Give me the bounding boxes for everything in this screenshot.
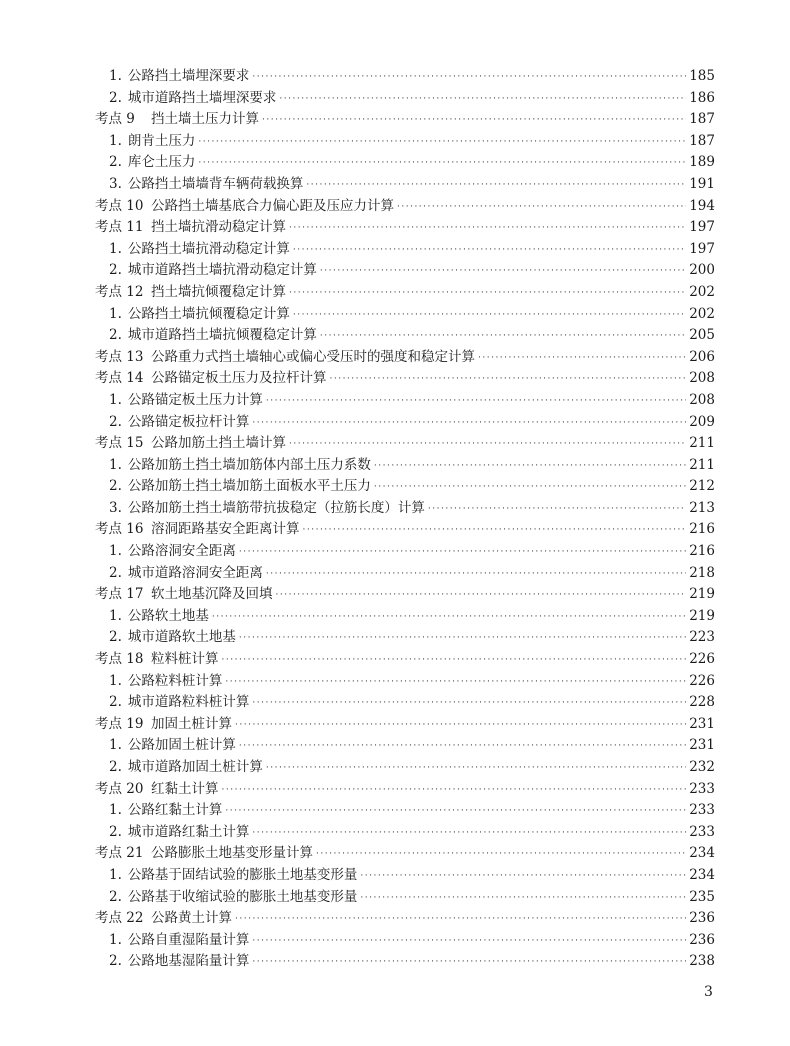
entry-title: 城市道路软土地基 [127,629,236,646]
entry-title: 公路加筋土挡土墙加筋土面板水平土压力 [127,478,371,495]
toc-sub-entry[interactable] [95,390,715,412]
dot-leader [198,132,686,154]
toc-section-entry[interactable] [95,779,715,801]
dot-leader [252,823,686,845]
entry-number: 3. [109,175,122,192]
dot-leader [212,607,686,629]
toc-sub-entry[interactable] [95,66,715,88]
dot-leader [360,866,686,888]
dot-leader [478,348,686,370]
toc-section-entry[interactable] [95,109,715,131]
entry-number: 考点 16 [95,521,144,538]
entry-title: 城市道路红黏土计算 [127,823,250,840]
toc-sub-entry[interactable] [95,887,715,909]
entry-page-number: 202 [689,305,715,322]
entry-title: 城市道路挡土墙抗滑动稳定计算 [127,262,317,279]
dot-leader [235,909,686,931]
entry-number: 1. [109,240,122,257]
entry-page-number: 233 [689,823,715,840]
toc-sub-entry[interactable] [95,239,715,261]
entry-title: 公路锚定板土压力及拉杆计算 [151,370,327,387]
entry-page-number: 205 [689,327,715,344]
toc-section-entry[interactable] [95,217,715,239]
entry-number: 考点 13 [95,348,144,365]
toc-sub-entry[interactable] [95,412,715,434]
entry-number: 1. [109,737,122,754]
entry-title: 公路挡土墙埋深要求 [127,68,250,84]
entry-number: 1. [109,456,122,473]
toc-sub-entry[interactable] [95,152,715,174]
toc-section-entry[interactable] [95,368,715,390]
entry-page-number: 223 [689,629,715,646]
entry-title: 公路挡土墙抗倾覆稳定计算 [127,305,290,322]
entry-number: 2. [109,694,122,711]
entry-title: 溶洞距路基安全距离计算 [151,521,300,538]
entry-number: 1. [109,132,122,149]
dot-leader [262,110,686,132]
entry-number: 考点 14 [95,370,144,387]
entry-page-number: 200 [689,262,715,279]
entry-title: 公路红黏土计算 [127,802,223,819]
dot-leader [316,844,686,866]
entry-number: 1. [109,68,122,84]
entry-page-number: 206 [689,348,715,365]
dot-leader [320,326,686,348]
toc-sub-entry[interactable] [95,88,715,110]
entry-title: 挡土墙土压力计算 [151,111,259,128]
dot-leader [198,153,686,175]
entry-title: 城市道路溶洞安全距离 [127,564,263,581]
toc-section-entry[interactable] [95,714,715,736]
entry-page-number: 219 [689,607,715,624]
entry-number: 1. [109,391,122,408]
entry-page-number: 231 [689,715,715,732]
entry-title: 公路溶洞安全距离 [127,543,236,560]
entry-title: 公路挡土墙基底合力偏心距及压应力计算 [151,197,394,214]
dot-leader [289,434,686,456]
entry-title: 公路挡土墙墙背车辆荷载换算 [127,175,304,192]
toc-section-entry[interactable] [95,433,715,455]
dot-leader [252,693,686,715]
entry-number: 1. [109,543,122,560]
dot-leader [397,197,686,219]
toc-sub-entry[interactable] [95,800,715,822]
entry-title: 公路基于收缩试验的膨胀土地基变形量 [127,888,358,905]
entry-title: 公路重力式挡土墙轴心或偏心受压时的强度和稳定计算 [151,348,475,365]
entry-page-number: 216 [689,521,715,538]
entry-number: 2. [109,327,122,344]
entry-number: 考点 12 [95,283,144,300]
entry-title: 红黏土计算 [151,780,219,797]
entry-page-number: 231 [689,737,715,754]
dot-leader [306,175,686,197]
dot-leader [279,89,686,111]
toc-sub-entry[interactable] [95,951,715,973]
entry-page-number: 238 [689,953,715,970]
entry-page-number: 197 [689,219,715,236]
entry-page-number: 236 [689,931,715,948]
entry-page-number: 187 [689,132,715,149]
entry-title: 公路软土地基 [127,607,209,624]
entry-title: 软土地基沉降及回填 [151,586,273,603]
entry-page-number: 208 [689,391,715,408]
toc-section-entry[interactable] [95,843,715,865]
entry-title: 公路加筋土挡土墙加筋体内部土压力系数 [127,456,371,473]
entry-page-number: 233 [689,802,715,819]
entry-number: 2. [109,89,122,106]
entry-page-number: 191 [689,175,715,192]
entry-number: 考点 15 [95,435,144,452]
entry-page-number: 212 [689,478,715,495]
entry-number: 2. [109,759,122,775]
entry-number: 1. [109,672,122,689]
toc-section-entry[interactable] [95,519,715,541]
entry-number: 2. [109,629,122,646]
entry-page-number: 211 [689,456,715,473]
entry-number: 2. [109,478,122,495]
dot-leader [222,780,687,802]
entry-title: 公路基于固结试验的膨胀土地基变形量 [127,866,358,883]
entry-number: 考点 10 [95,197,144,214]
toc-sub-entry[interactable] [95,671,715,693]
entry-title: 公路锚定板土压力计算 [127,391,263,408]
entry-number: 考点 21 [95,845,144,862]
entry-page-number: 232 [689,759,715,775]
toc-sub-entry[interactable] [95,822,715,844]
entry-page-number: 213 [689,499,715,516]
entry-number: 2. [109,262,122,279]
dot-leader [222,650,687,672]
dot-leader [320,261,686,283]
entry-number: 1. [109,305,122,322]
dot-leader [239,736,686,758]
entry-page-number: 234 [689,866,715,883]
entry-number: 2. [109,953,122,970]
entry-title: 城市道路挡土墙抗倾覆稳定计算 [127,327,317,344]
entry-title: 库仑土压力 [127,154,196,171]
entry-number: 2. [109,564,122,581]
toc-sub-entry[interactable] [95,455,715,477]
toc-sub-entry[interactable] [95,498,715,520]
entry-page-number: 185 [689,68,715,84]
entry-page-number: 187 [689,111,715,128]
entry-number: 考点 9 [95,111,135,128]
entry-number: 1. [109,802,122,819]
toc-section-entry[interactable] [95,908,715,930]
entry-number: 3. [109,499,122,516]
entry-page-number: 234 [689,845,715,862]
dot-leader [225,672,686,694]
entry-title: 公路膨胀土地基变形量计算 [151,845,313,862]
dot-leader [374,477,686,499]
dot-leader [266,564,686,586]
entry-page-number: 219 [689,586,715,603]
entry-title: 城市道路挡土墙埋深要求 [127,89,277,106]
toc-section-entry[interactable] [95,649,715,671]
toc-sub-entry[interactable] [95,627,715,649]
entry-title: 公路锚定板拉杆计算 [127,413,250,430]
entry-number: 考点 20 [95,780,144,797]
toc-sub-entry[interactable] [95,260,715,282]
dot-leader [276,585,687,607]
entry-number: 2. [109,413,122,430]
dot-leader [252,931,686,953]
entry-page-number: 186 [689,89,715,106]
toc-sub-entry[interactable] [95,131,715,153]
toc-sub-entry[interactable] [95,865,715,887]
entry-page-number: 235 [689,888,715,905]
entry-title: 城市道路粒料桩计算 [127,694,250,711]
entry-page-number: 228 [689,694,715,711]
dot-leader [239,628,686,650]
entry-page-number: 226 [689,672,715,689]
toc-sub-entry[interactable] [95,563,715,585]
dot-leader [266,391,686,413]
toc-sub-entry[interactable] [95,304,715,326]
entry-title: 朗肯土压力 [127,132,196,149]
toc-sub-entry[interactable] [95,606,715,628]
dot-leader [360,888,686,910]
entry-number: 考点 11 [95,219,144,236]
dot-leader [330,369,687,391]
dot-leader [252,413,686,435]
entry-title: 公路加固土桩计算 [127,737,236,754]
dot-leader [303,520,687,542]
toc-sub-entry[interactable] [95,476,715,498]
page-number: 3 [704,984,713,1000]
dot-leader [252,952,686,974]
toc-sub-entry[interactable] [95,757,715,779]
entry-title: 城市道路加固土桩计算 [127,759,263,775]
entry-title: 加固土桩计算 [151,715,232,732]
entry-number: 考点 19 [95,715,144,732]
entry-page-number: 211 [689,435,715,452]
dot-leader [289,283,686,305]
toc-sub-entry[interactable] [95,930,715,952]
entry-number: 考点 18 [95,651,144,668]
entry-page-number: 189 [689,154,715,171]
entry-page-number: 202 [689,283,715,300]
dot-leader [252,67,686,89]
entry-page-number: 218 [689,564,715,581]
entry-title: 挡土墙抗滑动稳定计算 [151,219,286,236]
entry-title: 挡土墙抗倾覆稳定计算 [151,283,286,300]
entry-title: 公路挡土墙抗滑动稳定计算 [127,240,290,257]
entry-number: 1. [109,866,122,883]
dot-leader [239,542,686,564]
toc-section-entry[interactable] [95,196,715,218]
toc-sub-entry[interactable] [95,325,715,347]
dot-leader [235,715,686,737]
entry-page-number: 209 [689,413,715,430]
entry-page-number: 197 [689,240,715,257]
toc-section-entry[interactable] [95,282,715,304]
toc-sub-entry[interactable] [95,541,715,563]
entry-page-number: 226 [689,651,715,668]
entry-number: 2. [109,823,122,840]
entry-number: 考点 17 [95,586,144,603]
entry-title: 公路粒料桩计算 [127,672,223,689]
entry-page-number: 208 [689,370,715,387]
toc-sub-entry[interactable] [95,174,715,196]
dot-leader [266,758,686,780]
entry-title: 公路自重湿陷量计算 [127,931,250,948]
toc-section-entry[interactable] [95,584,715,606]
dot-leader [374,456,686,478]
dot-leader [289,218,686,240]
dot-leader [293,305,686,327]
toc-sub-entry[interactable] [95,692,715,714]
dot-leader [225,801,686,823]
toc-section-entry[interactable] [95,347,715,369]
entry-number: 2. [109,154,122,171]
entry-title: 公路加筋土挡土墙筋带抗拔稳定（拉筋长度）计算 [127,499,425,516]
dot-leader [293,240,686,262]
entry-number: 1. [109,607,122,624]
entry-page-number: 236 [689,910,715,927]
entry-number: 2. [109,888,122,905]
entry-page-number: 194 [689,197,715,214]
entry-page-number: 216 [689,543,715,560]
entry-title: 公路加筋土挡土墙计算 [151,435,286,452]
toc-sub-entry[interactable] [95,735,715,757]
entry-number: 1. [109,931,122,948]
entry-page-number: 233 [689,780,715,797]
entry-number: 考点 22 [95,910,144,927]
entry-title: 公路地基湿陷量计算 [127,953,250,970]
table-of-contents [95,66,715,973]
entry-title: 粒料桩计算 [151,651,219,668]
entry-title: 公路黄土计算 [151,910,232,927]
dot-leader [428,499,686,521]
